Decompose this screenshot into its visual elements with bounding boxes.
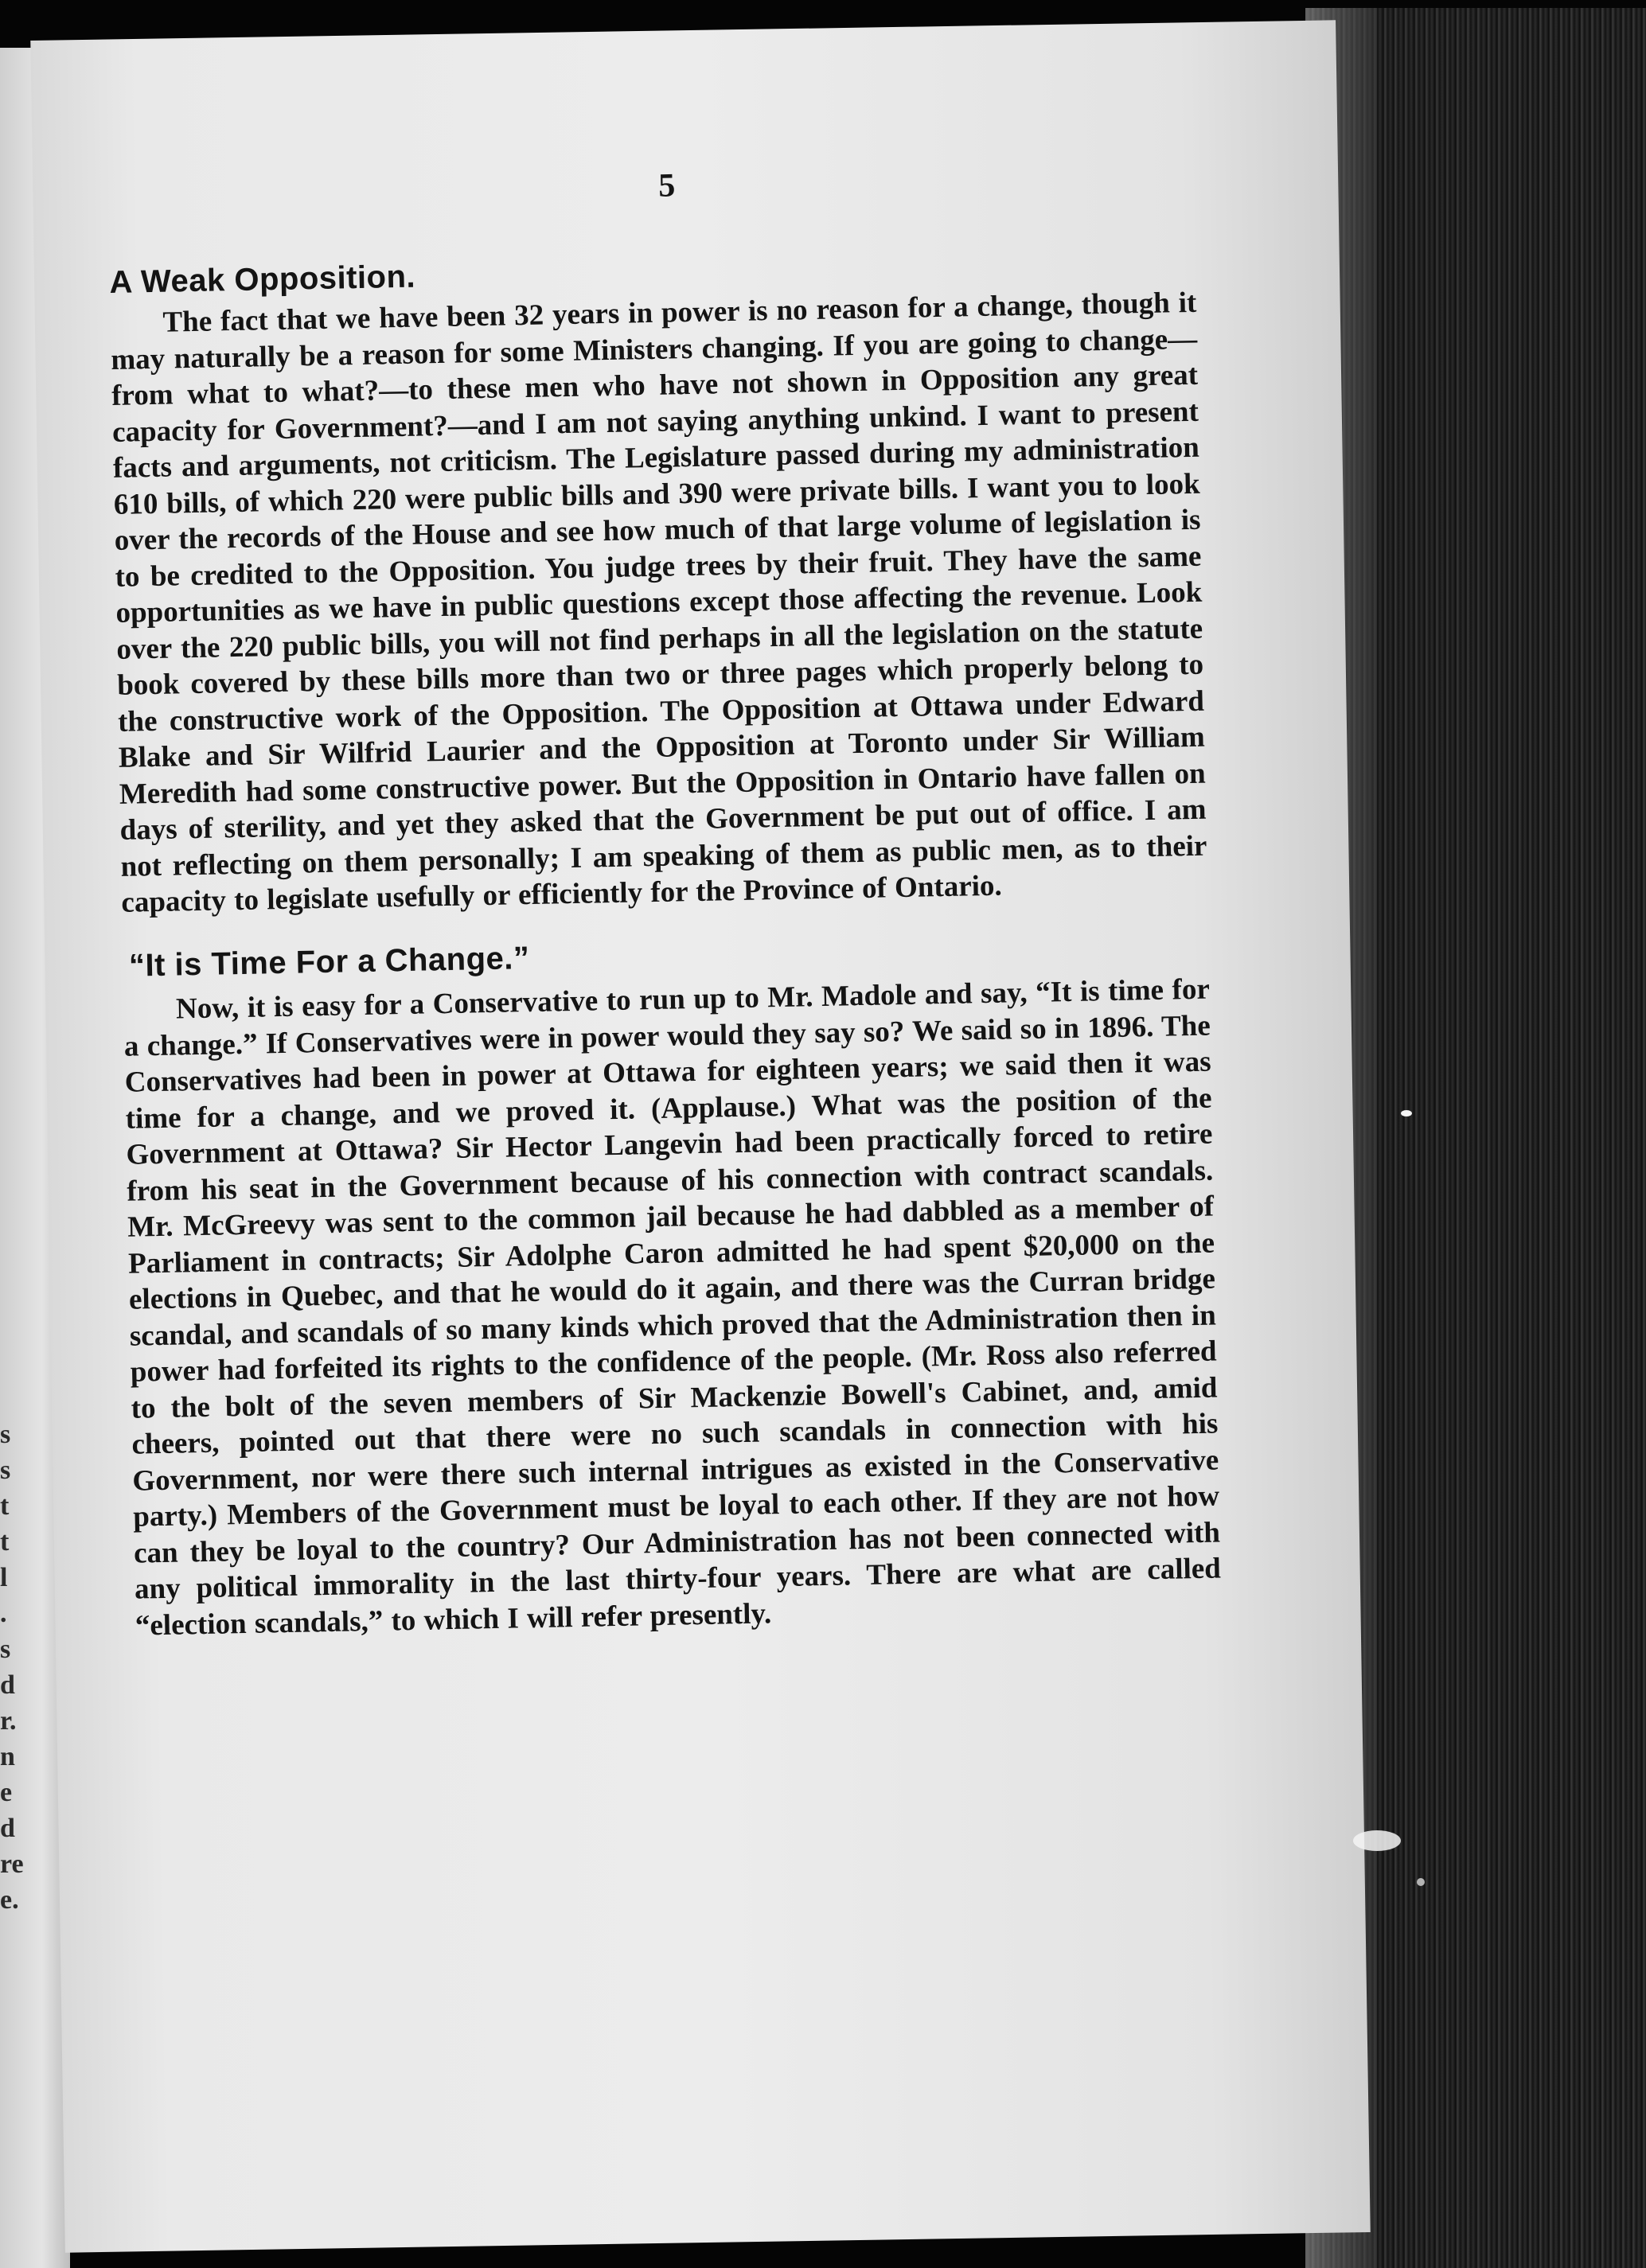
section-paragraph-time-for-change: Now, it is easy for a Conservative to run up to Mr. Madole and say, “It is time for a change.” If Conservatives were in power would they say so? We said so in 1896. The Conservatives had been in power at Ottawa for eighteen years; we said then it was time for a change, and we proved it. (Applause.) What was the position of the Government at Ottawa? Sir Hector Langevin had been practically forced to retire from his seat in the Government because of his connection with contract scandals. Mr. McGreevy was sent to the common jail because he had dabbled as a member of Parliament in contracts; Sir Adolphe Caron admitted he had spent $20,000 on the elections in Quebec, and that he would do it again, and there was the Curran bridge scandal, and scandals of so many kinds which proved that the Administration then in power had forfeited its rights to the confidence of the people. (Mr. Ross also referred to the bolt of the seven members of Sir Mackenzie Bowell's Cabinet, and, amid cheers, pointed out that there were no such scandals in connection with his Government, nor were there such internal intrigues as existed in the Conservative party.) Members of the Government must be loyal to each other. If they are not how can they be loyal to the country? Our Administration has not been connected with any political immorality in the last thirty-four years. There are what are called “election scandals,” to which I will refer presently. <box>123 972 1222 1643</box>
left-fragment: s <box>0 1635 11 1664</box>
left-fragment: re <box>0 1849 24 1879</box>
left-fragment: r. <box>0 1706 17 1736</box>
section-paragraph-weak-opposition: The fact that we have been 32 years in power is no reason for a change, though it may naturally be a reason for some Ministers changing. If you are going to change—from what to what?—to these men who have not shown in Opposition any great capacity for Government?—and I am not saying anything unkind. I want to present facts and arguments, not criticism. The Legislature passed during my administration 610 bills, of which 220 were public bills and 390 were private bills. I want you to look over the records of the House and see how much of that large volume of legislation is to be credited to the Opposition. You judge trees by their fruit. They have the same opportunities as we have in public questions except those affecting the revenue. Look over the 220 public bills, you will not find perhaps in all the legislation on the statute book covered by these bills more than two or three pages which properly belong to the constructive work of the Opposition. The Opposition at Ottawa under Edward Blake and Sir Wilfrid Laurier and the Opposition at Toronto under Sir William Meredith had some constructive power. But the Opposition in Ontario have fallen on days of sterility, and yet they asked that the Government be put out of office. I am not reflecting on them personally; I am speaking of them as public men, as to their capacity to legislate usefully or efficiently for the Province of Ontario. <box>110 286 1207 919</box>
page-number: 5 <box>657 167 676 205</box>
left-fragment: d <box>0 1814 15 1843</box>
left-fragment: e <box>0 1778 13 1807</box>
left-fragment: d <box>0 1670 15 1700</box>
left-fragment: t <box>0 1527 10 1557</box>
left-page-fragments <box>0 1417 24 1918</box>
left-fragment: s <box>0 1420 11 1449</box>
left-fragment: n <box>0 1742 15 1771</box>
left-fragment: . <box>0 1599 7 1628</box>
page-text <box>107 158 1222 1644</box>
section-heading-time-for-change: “It is Time For a Change.” <box>128 940 530 984</box>
paper-speck <box>1353 1830 1401 1851</box>
left-fragment: s <box>0 1455 11 1485</box>
left-fragment: e. <box>0 1885 19 1915</box>
left-fragment: l <box>0 1563 8 1592</box>
section-heading-weak-opposition: A Weak Opposition. <box>109 259 416 300</box>
paper-speck <box>1417 1878 1425 1886</box>
left-fragment: t <box>0 1491 10 1521</box>
paper-speck <box>1401 1110 1412 1116</box>
